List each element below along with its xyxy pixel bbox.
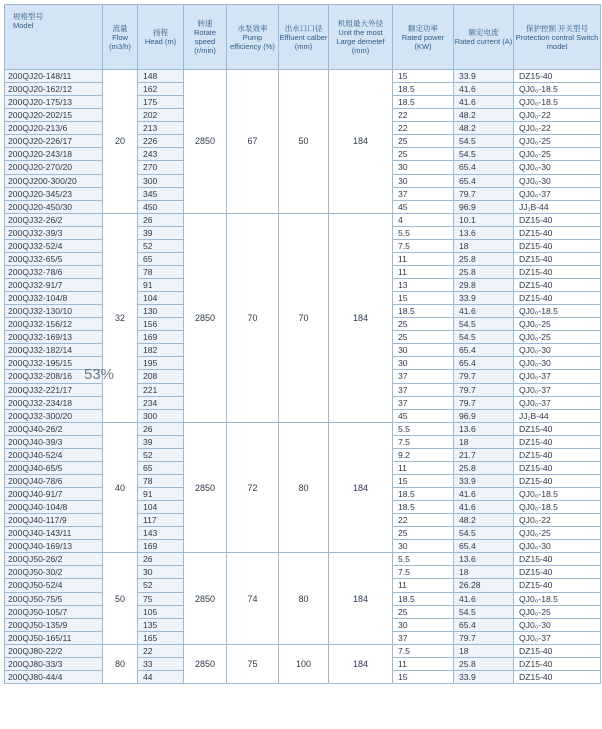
diameter-cell: 184	[329, 553, 393, 644]
current-cell: 41.6	[454, 488, 514, 501]
head-cell: 300	[138, 174, 184, 187]
switch-cell: QJ0₀-18.5	[514, 488, 601, 501]
model-cell: 200QJ32-91/7	[5, 279, 103, 292]
model-cell: 200QJ50-26/2	[5, 553, 103, 566]
head-cell: 221	[138, 383, 184, 396]
power-cell: 37	[393, 383, 454, 396]
switch-cell: QJ0₀-30	[514, 540, 601, 553]
head-cell: 148	[138, 70, 184, 83]
switch-cell: QJ0₀-30	[514, 618, 601, 631]
switch-cell: DZ15-40	[514, 448, 601, 461]
switch-cell: DZ15-40	[514, 239, 601, 252]
efficiency-cell: 70	[227, 213, 279, 422]
head-cell: 143	[138, 527, 184, 540]
head-cell: 169	[138, 331, 184, 344]
switch-cell: QJ0₀-30	[514, 174, 601, 187]
head-cell: 165	[138, 631, 184, 644]
model-cell: 200QJ40-117/9	[5, 514, 103, 527]
switch-cell: QJ0₀-18.5	[514, 501, 601, 514]
current-cell: 18	[454, 239, 514, 252]
current-cell: 54.5	[454, 605, 514, 618]
current-cell: 48.2	[454, 514, 514, 527]
switch-cell: QJ0₀-25	[514, 605, 601, 618]
model-cell: 200QJ80-44/4	[5, 670, 103, 683]
efficiency-cell: 72	[227, 422, 279, 553]
current-cell: 33.9	[454, 70, 514, 83]
power-cell: 25	[393, 135, 454, 148]
model-cell: 200QJ32-221/17	[5, 383, 103, 396]
current-cell: 41.6	[454, 501, 514, 514]
caliber-cell: 70	[279, 213, 329, 422]
current-cell: 18	[454, 435, 514, 448]
header-flow: 流量 Flow (m3/h)	[103, 5, 138, 70]
head-cell: 39	[138, 226, 184, 239]
switch-cell: JJ₁B-44	[514, 409, 601, 422]
head-cell: 162	[138, 83, 184, 96]
power-cell: 25	[393, 527, 454, 540]
model-cell: 200QJ20-202/15	[5, 109, 103, 122]
head-cell: 135	[138, 618, 184, 631]
head-cell: 52	[138, 579, 184, 592]
head-cell: 450	[138, 200, 184, 213]
power-cell: 11	[393, 579, 454, 592]
head-cell: 91	[138, 488, 184, 501]
switch-cell: JJ₁B-44	[514, 200, 601, 213]
speed-cell: 2850	[184, 422, 227, 553]
head-cell: 39	[138, 435, 184, 448]
model-cell: 200QJ32-195/15	[5, 357, 103, 370]
efficiency-cell: 75	[227, 644, 279, 683]
model-cell: 200QJ32-78/6	[5, 265, 103, 278]
head-cell: 104	[138, 501, 184, 514]
table-row	[5, 644, 601, 657]
power-cell: 18.5	[393, 305, 454, 318]
table-row	[5, 553, 601, 566]
power-cell: 30	[393, 344, 454, 357]
switch-cell: QJ0₀-25	[514, 135, 601, 148]
model-cell: 200QJ40-52/4	[5, 448, 103, 461]
table-row	[5, 213, 601, 226]
switch-cell: DZ15-40	[514, 461, 601, 474]
power-cell: 18.5	[393, 501, 454, 514]
switch-cell: DZ15-40	[514, 566, 601, 579]
header-diameter: 机组最大外径 Unit the most Large demetef (mm)	[329, 5, 393, 70]
head-cell: 182	[138, 344, 184, 357]
power-cell: 18.5	[393, 83, 454, 96]
header-current: 额定电流 Rated current (A)	[454, 5, 514, 70]
power-cell: 11	[393, 265, 454, 278]
switch-cell: QJ0₀-37	[514, 631, 601, 644]
model-cell: 200QJ20-345/23	[5, 187, 103, 200]
speed-cell: 2850	[184, 213, 227, 422]
head-cell: 26	[138, 213, 184, 226]
current-cell: 54.5	[454, 331, 514, 344]
head-cell: 30	[138, 566, 184, 579]
caliber-cell: 80	[279, 422, 329, 553]
power-cell: 25	[393, 331, 454, 344]
current-cell: 65.4	[454, 618, 514, 631]
current-cell: 79.7	[454, 396, 514, 409]
current-cell: 54.5	[454, 527, 514, 540]
model-cell: 200QJ80-33/3	[5, 657, 103, 670]
switch-cell: DZ15-40	[514, 279, 601, 292]
switch-cell: DZ15-40	[514, 553, 601, 566]
header-model: 规格型号 Model	[5, 5, 103, 70]
power-cell: 30	[393, 174, 454, 187]
switch-cell: QJ0₀-25	[514, 318, 601, 331]
caliber-cell: 50	[279, 70, 329, 214]
switch-cell: DZ15-40	[514, 70, 601, 83]
switch-cell: QJ0₀-22	[514, 109, 601, 122]
flow-cell: 40	[103, 422, 138, 553]
power-cell: 30	[393, 540, 454, 553]
head-cell: 243	[138, 148, 184, 161]
model-cell: 200QJ20-450/30	[5, 200, 103, 213]
header-row	[5, 5, 601, 70]
model-cell: 200QJ50-105/7	[5, 605, 103, 618]
switch-cell: DZ15-40	[514, 226, 601, 239]
switch-cell: QJ0₀-37	[514, 370, 601, 383]
head-cell: 213	[138, 122, 184, 135]
power-cell: 37	[393, 187, 454, 200]
power-cell: 18.5	[393, 488, 454, 501]
current-cell: 65.4	[454, 540, 514, 553]
model-cell: 200QJ40-65/5	[5, 461, 103, 474]
head-cell: 117	[138, 514, 184, 527]
model-cell: 200QJ40-26/2	[5, 422, 103, 435]
power-cell: 4	[393, 213, 454, 226]
head-cell: 270	[138, 161, 184, 174]
head-cell: 65	[138, 461, 184, 474]
power-cell: 25	[393, 605, 454, 618]
current-cell: 79.7	[454, 187, 514, 200]
switch-cell: DZ15-40	[514, 474, 601, 487]
model-cell: 200QJ32-26/2	[5, 213, 103, 226]
power-cell: 15	[393, 474, 454, 487]
power-cell: 7.5	[393, 435, 454, 448]
efficiency-cell: 67	[227, 70, 279, 214]
current-cell: 54.5	[454, 318, 514, 331]
current-cell: 65.4	[454, 357, 514, 370]
power-cell: 7.5	[393, 644, 454, 657]
power-cell: 7.5	[393, 566, 454, 579]
model-cell: 200QJ40-169/13	[5, 540, 103, 553]
power-cell: 22	[393, 109, 454, 122]
current-cell: 21.7	[454, 448, 514, 461]
model-cell: 200QJ32-169/13	[5, 331, 103, 344]
power-cell: 37	[393, 631, 454, 644]
switch-cell: QJ0₀-37	[514, 187, 601, 200]
switch-cell: QJ0₀-30	[514, 344, 601, 357]
power-cell: 45	[393, 409, 454, 422]
head-cell: 169	[138, 540, 184, 553]
power-cell: 15	[393, 70, 454, 83]
current-cell: 18	[454, 644, 514, 657]
power-cell: 15	[393, 670, 454, 683]
power-cell: 37	[393, 370, 454, 383]
switch-cell: DZ15-40	[514, 657, 601, 670]
current-cell: 33.9	[454, 292, 514, 305]
current-cell: 25.8	[454, 657, 514, 670]
current-cell: 65.4	[454, 161, 514, 174]
power-cell: 30	[393, 161, 454, 174]
diameter-cell: 184	[329, 422, 393, 553]
switch-cell: DZ15-40	[514, 213, 601, 226]
model-cell: 200QJ50-30/2	[5, 566, 103, 579]
power-cell: 22	[393, 514, 454, 527]
current-cell: 29.8	[454, 279, 514, 292]
head-cell: 78	[138, 474, 184, 487]
current-cell: 48.2	[454, 122, 514, 135]
switch-cell: DZ15-40	[514, 292, 601, 305]
diameter-cell: 184	[329, 213, 393, 422]
model-cell: 200QJ20-148/11	[5, 70, 103, 83]
model-cell: 200QJ40-91/7	[5, 488, 103, 501]
model-cell: 200QJ32-234/18	[5, 396, 103, 409]
current-cell: 41.6	[454, 83, 514, 96]
switch-cell: QJ0₀-18.5	[514, 96, 601, 109]
head-cell: 104	[138, 292, 184, 305]
table-row	[5, 70, 601, 83]
caliber-cell: 80	[279, 553, 329, 644]
head-cell: 105	[138, 605, 184, 618]
power-cell: 5.5	[393, 226, 454, 239]
current-cell: 18	[454, 566, 514, 579]
switch-cell: QJ0₀-25	[514, 527, 601, 540]
power-cell: 30	[393, 618, 454, 631]
current-cell: 33.9	[454, 474, 514, 487]
model-cell: 200QJ40-78/6	[5, 474, 103, 487]
model-cell: 200QJ50-135/9	[5, 618, 103, 631]
efficiency-cell: 74	[227, 553, 279, 644]
power-cell: 30	[393, 357, 454, 370]
head-cell: 65	[138, 252, 184, 265]
current-cell: 13.6	[454, 422, 514, 435]
power-cell: 13	[393, 279, 454, 292]
model-cell: 200QJ32-130/10	[5, 305, 103, 318]
current-cell: 25.8	[454, 461, 514, 474]
switch-cell: DZ15-40	[514, 579, 601, 592]
switch-cell: QJ0₀-30	[514, 161, 601, 174]
head-cell: 175	[138, 96, 184, 109]
switch-cell: DZ15-40	[514, 670, 601, 683]
head-cell: 75	[138, 592, 184, 605]
header-power: 额定功率 Rated power (KW)	[393, 5, 454, 70]
caliber-cell: 100	[279, 644, 329, 683]
current-cell: 79.7	[454, 383, 514, 396]
power-cell: 18.5	[393, 592, 454, 605]
switch-cell: QJ0₀-25	[514, 148, 601, 161]
model-cell: 200QJ32-39/3	[5, 226, 103, 239]
head-cell: 91	[138, 279, 184, 292]
model-cell: 200QJ32-182/14	[5, 344, 103, 357]
switch-cell: QJ0₀-18.5	[514, 83, 601, 96]
head-cell: 22	[138, 644, 184, 657]
power-cell: 5.5	[393, 553, 454, 566]
current-cell: 26.28	[454, 579, 514, 592]
switch-cell: QJ0₀-22	[514, 122, 601, 135]
power-cell: 18.5	[393, 96, 454, 109]
switch-cell: DZ15-40	[514, 435, 601, 448]
head-cell: 52	[138, 448, 184, 461]
current-cell: 41.6	[454, 592, 514, 605]
head-cell: 44	[138, 670, 184, 683]
flow-cell: 80	[103, 644, 138, 683]
model-cell: 200QJ80-22/2	[5, 644, 103, 657]
model-cell: 200QJ50-165/11	[5, 631, 103, 644]
switch-cell: QJ0₀-25	[514, 331, 601, 344]
zoom-watermark: 53%	[84, 366, 115, 383]
switch-cell: DZ15-40	[514, 422, 601, 435]
speed-cell: 2850	[184, 644, 227, 683]
switch-cell: DZ15-40	[514, 644, 601, 657]
header-caliber: 出水口口径 Effluent calber (mm)	[279, 5, 329, 70]
head-cell: 300	[138, 409, 184, 422]
current-cell: 25.8	[454, 265, 514, 278]
speed-cell: 2850	[184, 70, 227, 214]
switch-cell: QJ0₀-30	[514, 357, 601, 370]
head-cell: 26	[138, 422, 184, 435]
switch-cell: QJ0₀-22	[514, 514, 601, 527]
current-cell: 96.9	[454, 409, 514, 422]
power-cell: 11	[393, 252, 454, 265]
model-cell: 200QJ40-143/11	[5, 527, 103, 540]
current-cell: 79.7	[454, 370, 514, 383]
current-cell: 33.9	[454, 670, 514, 683]
current-cell: 13.6	[454, 226, 514, 239]
head-cell: 130	[138, 305, 184, 318]
current-cell: 54.5	[454, 135, 514, 148]
switch-cell: QJ0₀-37	[514, 396, 601, 409]
current-cell: 10.1	[454, 213, 514, 226]
diameter-cell: 184	[329, 644, 393, 683]
model-cell: 200QJ32-208/16	[5, 370, 103, 383]
power-cell: 25	[393, 148, 454, 161]
model-cell: 200QJ20-213/6	[5, 122, 103, 135]
power-cell: 22	[393, 122, 454, 135]
diameter-cell: 184	[329, 70, 393, 214]
head-cell: 226	[138, 135, 184, 148]
power-cell: 25	[393, 318, 454, 331]
power-cell: 45	[393, 200, 454, 213]
current-cell: 65.4	[454, 344, 514, 357]
head-cell: 208	[138, 370, 184, 383]
header-speed: 转速 Rotate speed (r/min)	[184, 5, 227, 70]
model-cell: 200QJ20-270/20	[5, 161, 103, 174]
table-row	[5, 422, 601, 435]
head-cell: 33	[138, 657, 184, 670]
header-switch: 保护控制 开关型号 Protection control Switch model	[514, 5, 601, 70]
model-cell: 200QJ20-226/17	[5, 135, 103, 148]
current-cell: 79.7	[454, 631, 514, 644]
model-cell: 200QJ50-52/4	[5, 579, 103, 592]
head-cell: 156	[138, 318, 184, 331]
power-cell: 7.5	[393, 239, 454, 252]
head-cell: 202	[138, 109, 184, 122]
current-cell: 54.5	[454, 148, 514, 161]
current-cell: 48.2	[454, 109, 514, 122]
current-cell: 65.4	[454, 174, 514, 187]
header-efficiency: 水泵效率 Pump efficiency (%)	[227, 5, 279, 70]
speed-cell: 2850	[184, 553, 227, 644]
pump-spec-table	[4, 4, 601, 684]
model-cell: 200QJ50-75/5	[5, 592, 103, 605]
head-cell: 26	[138, 553, 184, 566]
head-cell: 78	[138, 265, 184, 278]
power-cell: 37	[393, 396, 454, 409]
model-cell: 200QJ32-104/8	[5, 292, 103, 305]
model-cell: 200QJ20-175/13	[5, 96, 103, 109]
model-cell: 200QJ20-162/12	[5, 83, 103, 96]
power-cell: 11	[393, 657, 454, 670]
model-cell: 200QJ200-300/20	[5, 174, 103, 187]
flow-cell: 20	[103, 70, 138, 214]
model-cell: 200QJ20-243/18	[5, 148, 103, 161]
model-cell: 200QJ40-39/3	[5, 435, 103, 448]
head-cell: 345	[138, 187, 184, 200]
power-cell: 9.2	[393, 448, 454, 461]
model-cell: 200QJ40-104/8	[5, 501, 103, 514]
model-cell: 200QJ32-65/5	[5, 252, 103, 265]
flow-cell: 50	[103, 553, 138, 644]
switch-cell: QJ0₀-18.5	[514, 592, 601, 605]
switch-cell: DZ15-40	[514, 252, 601, 265]
head-cell: 234	[138, 396, 184, 409]
current-cell: 96.9	[454, 200, 514, 213]
flow-cell: 32	[103, 213, 138, 422]
head-cell: 195	[138, 357, 184, 370]
switch-cell: DZ15-40	[514, 265, 601, 278]
power-cell: 11	[393, 461, 454, 474]
head-cell: 52	[138, 239, 184, 252]
model-cell: 200QJ32-156/12	[5, 318, 103, 331]
power-cell: 5.5	[393, 422, 454, 435]
current-cell: 41.6	[454, 305, 514, 318]
header-head: 扬程 Head (m)	[138, 5, 184, 70]
model-cell: 200QJ32-52/4	[5, 239, 103, 252]
current-cell: 25.8	[454, 252, 514, 265]
power-cell: 15	[393, 292, 454, 305]
current-cell: 41.6	[454, 96, 514, 109]
switch-cell: QJ0₀-18.5	[514, 305, 601, 318]
current-cell: 13.6	[454, 553, 514, 566]
model-cell: 200QJ32-300/20	[5, 409, 103, 422]
switch-cell: QJ0₀-37	[514, 383, 601, 396]
